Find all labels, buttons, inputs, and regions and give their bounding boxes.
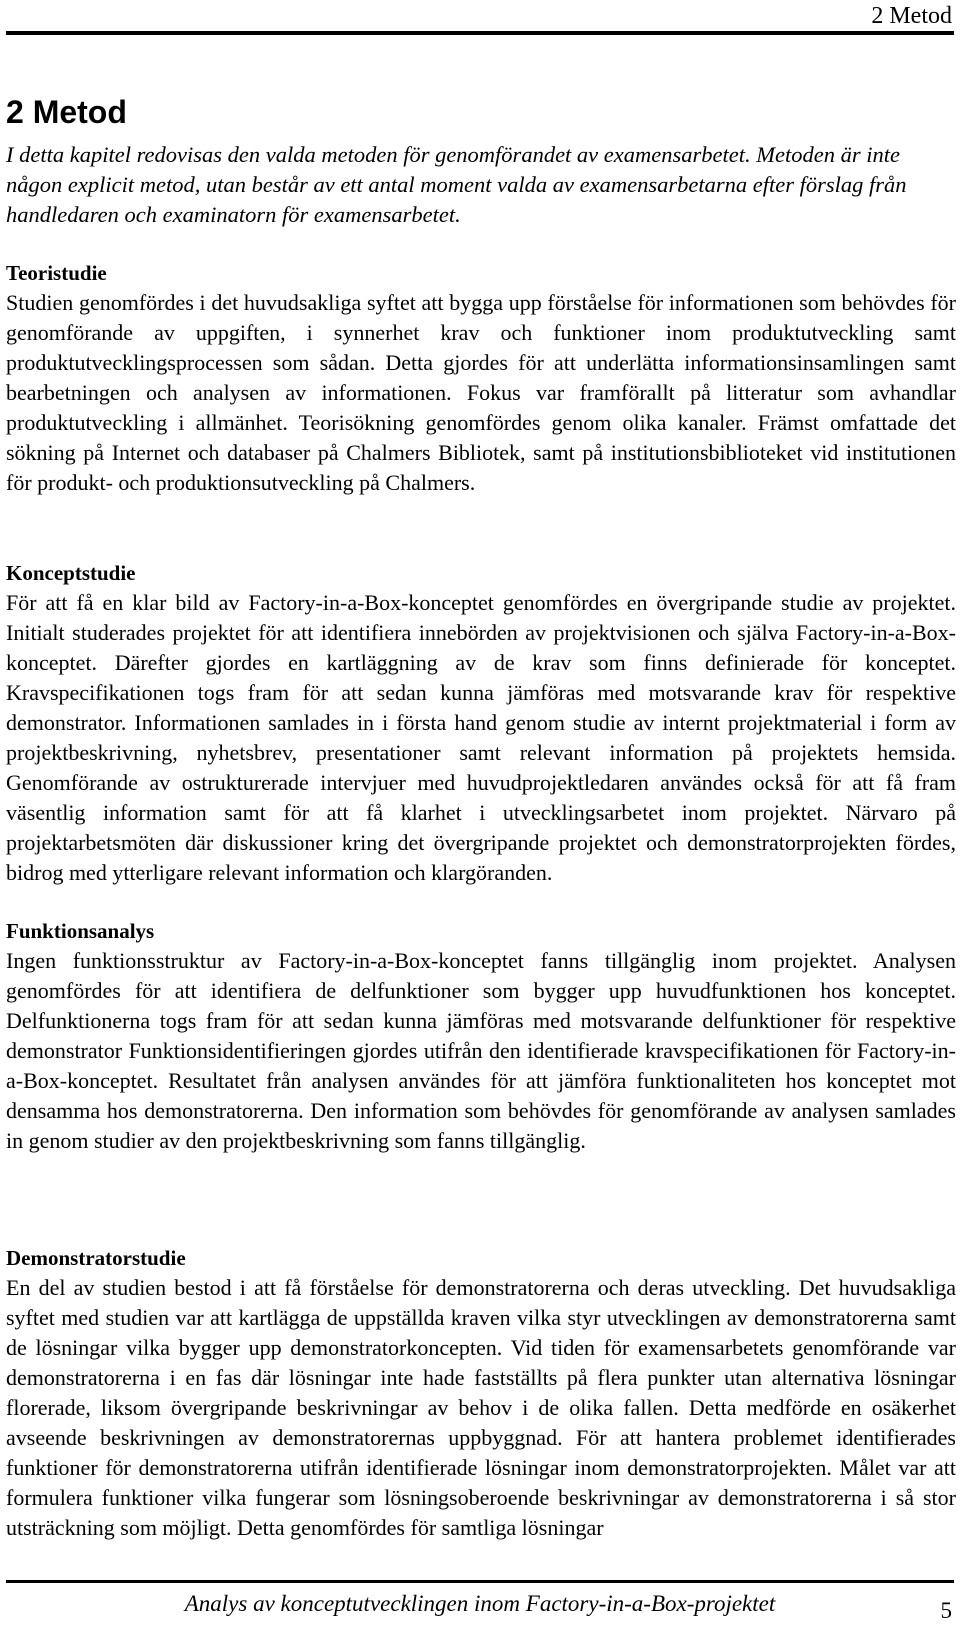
section-heading: Funktionsanalys — [6, 919, 155, 943]
section-body: För att få en klar bild av Factory-in-a-Box-konceptet genomfördes en övergripande studie av projektet. Initialt studerades projektet för att identifiera innebörden av projektvisionen och själva Factory-in-a-Box-konceptet. Därefter gjordes en kartläggning av de krav som finns definierade för konceptet. Kravspecifikationen togs fram för att sedan kunna jämföras med motsvarande krav för respektive demonstrator. Informationen samlades in i första hand genom studie av internt projektmaterial i form av projektbeskrivning, nyhetsbrev, presentationer samt relevant information på projektets hemsida. Genomförande av ostrukturerade intervjuer med huvudprojektledaren användes också för att få fram väsentlig information samt för att få klarhet i utvecklingsarbetet inom projektet. Närvaro på projektarbetsmöten där diskussioner kring det övergripande projektet och demonstratorprojekten fördes, bidrog med ytterligare relevant information och klargöranden. — [6, 590, 956, 885]
section-funktionsanalys — [6, 916, 956, 1156]
footer-title: Analys av konceptutvecklingen inom Factory-in-a-Box-projektet — [184, 1591, 776, 1616]
section-heading: Teoristudie — [6, 261, 107, 285]
section-heading: Konceptstudie — [6, 561, 136, 585]
section-body: Studien genomfördes i det huvudsakliga syftet att bygga upp förståelse för informationen som behövdes för genomförande av uppgiften, i synnerhet krav och funktioner inom produktutveckling samt produktutvecklingsprocessen som sådan. Detta gjordes för att underlätta informationsinsamlingen samt bearbetningen och analysen av informationen. Fokus var framförallt på litteratur som avhandlar produktutveckling i allmänhet. Teorisökning genomfördes genom olika kanaler. Främst omfattade det sökning på Internet och databaser på Chalmers Bibliotek, samt på institutionsbiblioteket vid institutionen för produkt- och produktionsutveckling på Chalmers. — [6, 290, 956, 495]
chapter-title: 2 Metod — [6, 94, 127, 130]
section-teoristudie — [6, 258, 956, 498]
page-number: 5 — [940, 1598, 952, 1623]
footer-rule — [6, 1580, 954, 1583]
section-heading: Demonstratorstudie — [6, 1246, 186, 1270]
section-demonstratorstudie — [6, 1243, 956, 1543]
chapter-intro: I detta kapitel redovisas den valda metoden för genomförandet av examensarbetet. Metoden är inte någon explicit metod, utan består av ett antal moment valda av examensarbetarna efter förslag från handledaren och examinatorn för examensarbetet. — [6, 142, 907, 227]
header-rule — [6, 31, 954, 35]
section-konceptstudie — [6, 558, 956, 888]
section-body: En del av studien bestod i att få förståelse för demonstratorerna och deras utveckling. Det huvudsakliga syftet med studien var att kartlägga de uppställda kraven vilka styr utvecklingen av demonstratorerna samt de lösningar vilka bygger upp demonstratorkoncepten. Vid tiden för examensarbetets genomförande var demonstratorerna i en fas där lösningar inte hade fastställts på flera punkter utan alternativa lösningar florerade, liksom övergripande beskrivningar av behov i de olika fallen. Detta medförde en osäkerhet avseende beskrivningen av demonstratorernas uppbyggnad. För att hantera problemet identifierades funktioner för demonstratorerna utifrån identifierade lösningar inom demonstratorprojekten. Målet var att formulera funktioner vilka fungerar som lösningsoberoende beskrivningar av demonstratorerna i så stor utsträckning som möjligt. Detta genomfördes för samtliga lösningar — [6, 1275, 956, 1540]
running-header: 2 Metod — [871, 3, 952, 29]
section-body: Ingen funktionsstruktur av Factory-in-a-Box-konceptet fanns tillgänglig inom projektet. Analysen genomfördes för att identifiera de delfunktioner som bygger upp huvudfunktionen hos konceptet. Delfunktionerna togs fram för att sedan kunna jämföras med motsvarande delfunktioner för respektive demonstrator Funktionsidentifieringen gjordes utifrån den identifierade kravspecifikationen för Factory-in-a-Box-konceptet. Resultatet från analysen användes för att jämföra funktionaliteten hos konceptet mot densamma hos demonstratorerna. Den information som behövdes för genomförande av analysen samlades in genom studier av den projektbeskrivning som fanns tillgänglig. — [6, 948, 956, 1153]
